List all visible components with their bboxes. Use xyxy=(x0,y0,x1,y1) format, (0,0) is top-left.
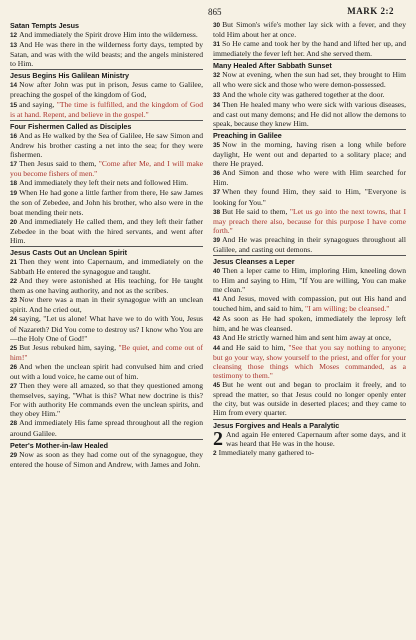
verse-text: And He strictly warned him and sent him away at once, xyxy=(222,332,392,342)
verse xyxy=(213,168,406,187)
verse-text: Now at evening, when the sun had set, they brought to Him all who were sick and those who were demon-possessed. xyxy=(213,70,406,90)
chapter-start xyxy=(213,427,406,450)
verse xyxy=(10,276,203,295)
verse xyxy=(10,40,203,68)
verse xyxy=(213,343,406,380)
verse-number: 43 xyxy=(213,334,221,342)
verse xyxy=(10,100,203,119)
verse-number: 27 xyxy=(10,383,18,391)
verse-number: 2 xyxy=(213,449,217,457)
verse-number: 29 xyxy=(10,451,18,459)
verse-number: 30 xyxy=(213,22,221,29)
verse xyxy=(10,418,203,437)
verse-text: Then they went into Capernaum, and immediately on the Sabbath He entered the synagogue and taught. xyxy=(10,256,203,276)
verse-number: 25 xyxy=(10,344,18,352)
verse xyxy=(10,159,203,178)
verse-number: 21 xyxy=(10,258,18,266)
words-of-jesus: "Let us go into the next towns, that I may preach there also, because for this purpose I have come forth." xyxy=(213,206,406,235)
verse-number: 45 xyxy=(213,382,221,390)
left-column xyxy=(10,20,203,640)
verse-number: 32 xyxy=(213,72,221,80)
verse-text: But he went out and began to proclaim it freely, and to spread the matter, so that Jesus could no longer openly enter the city, but was outside in deserted places; and they came to Him from every quarter. xyxy=(213,380,406,418)
verse-text: And Jesus, moved with compassion, put out His hand and touched him, and said to him, xyxy=(213,294,406,314)
verse xyxy=(213,39,406,58)
verse-text: Immediately many gathered to- xyxy=(218,447,315,457)
section-heading: Jesus Begins His Galilean Ministry xyxy=(10,69,203,80)
verse xyxy=(213,314,406,333)
verse-text: When He had gone a little farther from there, He saw James the son of Zebedee, and John his brother, who also were in the boat mending their nets. xyxy=(10,188,203,217)
verse-number: 22 xyxy=(10,278,18,286)
verse-number: 19 xyxy=(10,190,18,198)
right-column xyxy=(213,20,406,640)
verse xyxy=(213,380,406,417)
verse-number: 31 xyxy=(213,41,221,49)
verse xyxy=(213,70,406,89)
verse-number: 13 xyxy=(10,42,18,50)
verse xyxy=(213,294,406,313)
words-of-jesus: "Come after Me, and I will make you become fishers of men." xyxy=(10,159,203,179)
verse xyxy=(213,187,406,206)
page-header xyxy=(10,4,406,20)
page-number: 865 xyxy=(208,7,222,17)
verse-text: As soon as He had spoken, immediately the leprosy left him, and he was cleansed. xyxy=(213,313,406,333)
verse-text: When they found Him, they said to Him, "Everyone is looking for You." xyxy=(213,187,406,207)
verse-number: 38 xyxy=(213,208,221,216)
verse-text: And when the unclean spirit had convulsed him and cried out with a loud voice, he came out of him. xyxy=(10,361,203,381)
verse-number: 17 xyxy=(10,161,18,169)
verse-text: And as He walked by the Sea of Galilee, He saw Simon and Andrew his brother casting a net into the sea; for they were fishermen. xyxy=(10,130,203,159)
verse xyxy=(213,90,406,100)
words-of-jesus: "Be quiet, and come out of him!" xyxy=(10,342,203,362)
verse xyxy=(10,178,203,188)
section-heading: Four Fishermen Called as Disciples xyxy=(10,120,203,131)
section-heading: Peter's Mother-in-law Healed xyxy=(10,439,203,450)
verse-text: And immediately they left their nets and followed Him. xyxy=(19,178,189,188)
verse-number: 20 xyxy=(10,218,18,226)
verse xyxy=(213,266,406,294)
verse-number: 14 xyxy=(10,82,18,90)
section-heading: Preaching in Galilee xyxy=(213,129,406,140)
section-heading: Satan Tempts Jesus xyxy=(10,21,79,30)
verse-text: Now in the morning, having risen a long while before daylight, He went out and departed to a solitary place; and there He prayed. xyxy=(213,139,406,169)
chapter-number: 2 xyxy=(213,427,223,450)
verse-number: 44 xyxy=(213,344,221,352)
verse-text: But Simon's wife's mother lay sick with a fever, and they told Him about her at once. xyxy=(213,20,406,40)
verse xyxy=(10,80,203,99)
verse-text: Now after John was put in prison, Jesus came to Galilee, preaching the gospel of the kingdom of God, xyxy=(10,80,203,100)
words-of-jesus: "See that you say nothing to anyone; but go your way, show yourself to the priest, and offer for your cleansing those things which Moses commanded, as a testimony to them." xyxy=(213,342,406,381)
verse-text: and saying, xyxy=(19,99,57,109)
verse-number: 23 xyxy=(10,297,18,305)
section-heading: Many Healed After Sabbath Sunset xyxy=(213,59,406,70)
verse-number: 33 xyxy=(213,91,221,99)
verse-number: 35 xyxy=(213,141,221,149)
verse-number: 18 xyxy=(10,180,18,188)
verse-text: And the whole city was gathered together at the door. xyxy=(222,89,385,99)
verse-number: 12 xyxy=(10,32,18,39)
verse-text: And immediately He called them, and they left their father Zebedee in the boat with the hired servants, and went after Him. xyxy=(10,216,203,245)
section-heading: Jesus Forgives and Heals a Paralytic xyxy=(213,419,406,430)
verse-text: Then a leper came to Him, imploring Him, kneeling down to Him and saying to Him, "If You are willing, You can make me clean." xyxy=(213,266,406,295)
verse-number: 26 xyxy=(10,363,18,371)
verse-text: And they were astonished at His teaching, for He taught them as one having authority, and not as the scribes. xyxy=(10,276,203,296)
verse-number: 15 xyxy=(10,101,18,109)
verse-number: 39 xyxy=(213,236,221,244)
verse-text: saying, "Let us alone! What have we to do with You, Jesus of Nazareth? Did You come to destroy us? I know who You are—the Holy One of God!" xyxy=(10,314,203,343)
verse-text: So He came and took her by the hand and lifted her up, and immediately the fever left her. And she served them. xyxy=(213,39,406,59)
verse xyxy=(10,381,203,418)
verse xyxy=(213,100,406,128)
verse xyxy=(10,362,203,381)
verse xyxy=(10,188,203,216)
verse-text: Now there was a man in their synagogue with an unclean spirit. And he cried out, xyxy=(10,295,203,315)
verse-number: 41 xyxy=(213,296,221,304)
verse xyxy=(10,450,203,469)
verse-number: 42 xyxy=(213,315,221,323)
verse-number: 28 xyxy=(10,420,18,428)
verse-text: Then He healed many who were sick with various diseases, and cast out many demons; and He did not allow the demons to speak, because they knew Him. xyxy=(213,99,406,128)
verse-text: And again He entered Capernaum after some days, and it was heard that He was in the house. xyxy=(226,429,406,448)
verse xyxy=(10,343,203,362)
verse-text: And He was preaching in their synagogues throughout all Galilee, and casting out demons. xyxy=(213,234,406,254)
running-head: MARK 2:2 xyxy=(347,6,394,16)
words-of-jesus: "I am willing; be cleansed." xyxy=(304,304,390,314)
verse-number: 24 xyxy=(10,316,18,324)
verse xyxy=(10,314,203,342)
verse-text: Now as soon as they had come out of the synagogue, they entered the house of Simon and Andrew, with James and John. xyxy=(10,449,203,469)
verse xyxy=(10,257,203,276)
verse xyxy=(213,235,406,254)
verse-number: 37 xyxy=(213,189,221,197)
verse xyxy=(10,30,203,40)
verse xyxy=(10,295,203,314)
section-heading: Jesus Casts Out an Unclean Spirit xyxy=(10,246,203,257)
verse-text: And Simon and those who were with Him searched for Him. xyxy=(213,168,406,188)
verse-text: Then they were all amazed, so that they questioned among themselves, saying, "What is this? What new doctrine is this? For with authority He commands even the unclean spirits, and they obey Him." xyxy=(10,381,203,419)
verse-text: And immediately His fame spread throughout all the region around Galilee. xyxy=(10,418,203,438)
verse-text: But He said to them, xyxy=(222,206,290,216)
verse-number: 36 xyxy=(213,170,221,178)
verse-text: And He was there in the wilderness forty days, tempted by Satan, and was with the wild beasts; and the angels ministered to Him. xyxy=(10,40,203,69)
verse-text: But Jesus rebuked him, saying, xyxy=(19,342,119,352)
verse-number: 40 xyxy=(213,268,221,276)
verse xyxy=(213,140,406,168)
verse-number: 16 xyxy=(10,132,18,140)
verse xyxy=(10,217,203,245)
verse xyxy=(213,448,406,458)
text-columns xyxy=(10,20,406,640)
words-of-jesus: "The time is fulfilled, and the kingdom of God is at hand. Repent, and believe in the gospel." xyxy=(10,99,203,119)
verse xyxy=(213,207,406,235)
verse-text: Then Jesus said to them, xyxy=(19,159,99,169)
verse xyxy=(213,20,406,39)
verse xyxy=(213,333,406,343)
verse-text: And immediately the Spirit drove Him into the wilderness. xyxy=(19,30,198,39)
verse xyxy=(10,131,203,159)
section-heading: Jesus Cleanses a Leper xyxy=(213,255,406,266)
verse-number: 34 xyxy=(213,101,221,109)
verse-text: and He said to him, xyxy=(222,342,289,352)
